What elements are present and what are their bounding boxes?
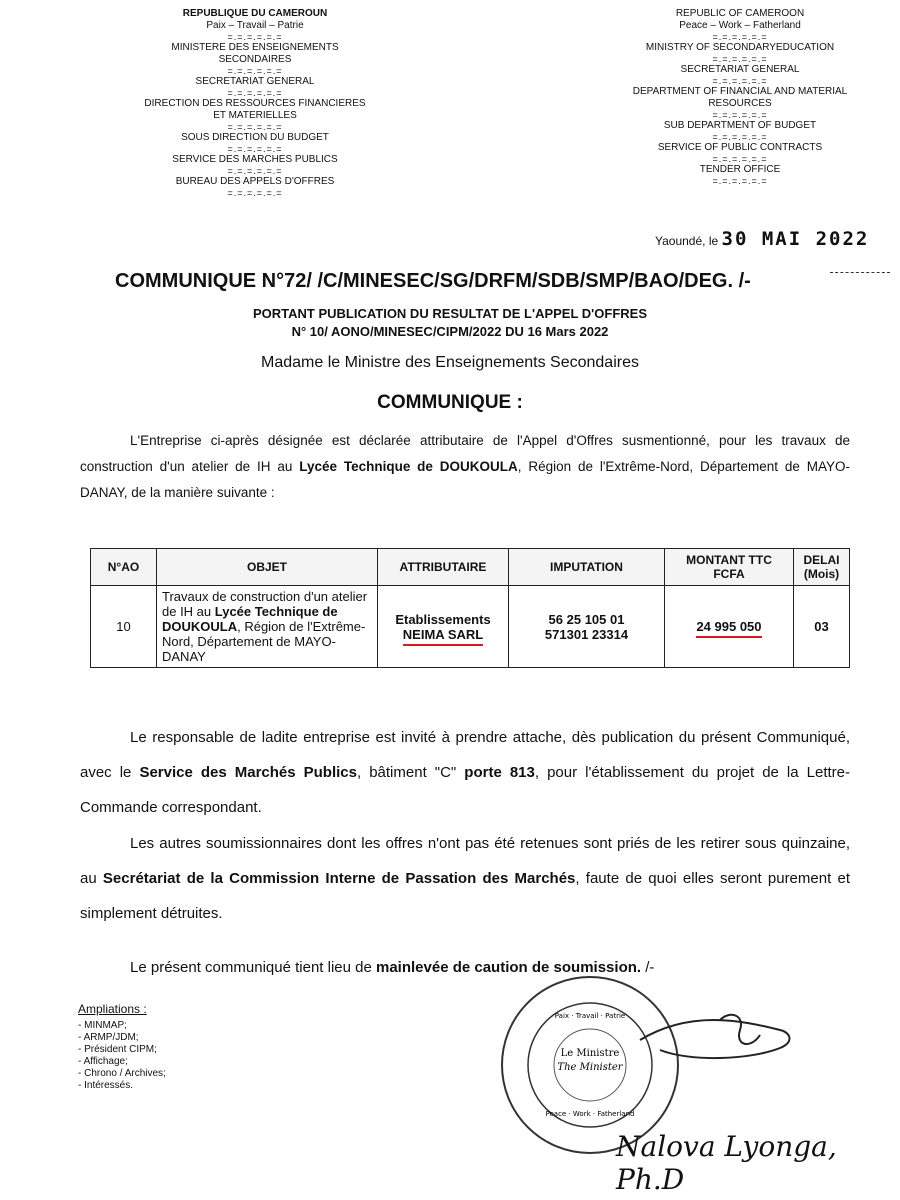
stamp-center-fr: Le Ministre <box>560 1048 620 1059</box>
header-fr-line: Paix – Travail – Patrie <box>206 20 304 31</box>
ampliations-title: Ampliations : <box>78 1002 147 1016</box>
intro-text: , Région de l'Extrême-Nord, Département de MAYO-DANAY, de la manière suivante : <box>80 459 850 500</box>
document-date <box>655 228 869 250</box>
mainlevee-text: mainlevée de caution de soumission. <box>375 959 642 976</box>
date-value: 30 MAI 2022 <box>721 228 870 250</box>
col-header-delai: DELAI (Mois) <box>794 549 850 586</box>
objet-school: Lycée Technique de DOUKOULA <box>162 604 338 634</box>
list-item: - Président CIPM; <box>78 1044 166 1056</box>
header-en-line: Peace – Work – Fatherland <box>679 20 801 31</box>
objet-text: , Région de l'Extrême-Nord, Département de MAYO-DANAY <box>162 619 366 664</box>
col-header-attributaire: ATTRIBUTAIRE <box>378 549 509 586</box>
header-en-line: SECRETARIAT GENERAL <box>680 64 800 75</box>
header-en-line: TENDER OFFICE <box>699 164 781 175</box>
header-fr-line: SOUS DIRECTION DU BUDGET <box>181 132 329 143</box>
service-name: Service des Marchés Publics <box>139 764 357 781</box>
separator: =.=.=.=.=.= <box>712 76 768 86</box>
header-fr-line: DIRECTION DES RESSOURCES FINANCIERES ET MATERIELLES <box>144 98 366 121</box>
ampliations-list <box>78 1020 166 1092</box>
paragraph-other-bidders <box>80 826 850 931</box>
para-text: /- <box>641 959 655 976</box>
cell-montant <box>665 586 794 668</box>
attributaire-company: NEIMA SARL <box>403 627 483 646</box>
header-fr-line: SECRETARIAT GENERAL <box>195 76 315 87</box>
school-name: Lycée Technique de DOUKOULA <box>299 459 518 474</box>
separator: =.=.=.=.=.= <box>227 32 283 42</box>
header-fr-line: SERVICE DES MARCHES PUBLICS <box>172 154 338 165</box>
para-text: , pour l'établissement du projet de la Lettre-Commande correspondant. <box>80 764 850 816</box>
header-en-line: REPUBLIC OF CAMEROON <box>675 8 805 19</box>
col-header-imputation: IMPUTATION <box>509 549 665 586</box>
separator: =.=.=.=.=.= <box>227 122 283 132</box>
signature: Nalova Lyonga, Ph.D <box>616 1130 837 1196</box>
header-fr-line: BUREAU DES APPELS D'OFFRES <box>175 176 335 187</box>
letterhead-fr <box>140 8 370 198</box>
para-text: , bâtiment "C" <box>357 764 465 781</box>
separator: =.=.=.=.=.= <box>712 176 768 186</box>
cell-attributaire <box>378 586 509 668</box>
signature-scribble-icon <box>640 1020 789 1058</box>
table-row <box>91 586 850 668</box>
separator: =.=.=.=.=.= <box>227 88 283 98</box>
separator: =.=.=.=.=.= <box>712 32 768 42</box>
para-text: Le présent communiqué tient lieu de <box>130 959 376 976</box>
cell-ao-number: 10 <box>91 586 157 668</box>
header-en-line: SUB DEPARTMENT OF BUDGET <box>663 120 817 131</box>
imputation-line: 56 25 105 01 <box>548 611 625 627</box>
list-item: - Intéressés. <box>78 1080 166 1092</box>
header-en-line: DEPARTMENT OF FINANCIAL AND MATERIAL RESOURCES <box>632 86 848 109</box>
cell-imputation <box>509 586 665 668</box>
col-header-montant: MONTANT TTC FCFA <box>665 549 794 586</box>
communique-heading: COMMUNIQUE : <box>377 392 523 413</box>
para-text: Les autres soumissionnaires dont les offres n'ont pas été retenues sont priés de les retirer sous quinzaine, au <box>80 835 850 887</box>
list-item: - Affichage; <box>78 1056 166 1068</box>
separator: =.=.=.=.=.= <box>227 66 283 76</box>
separator: =.=.=.=.=.= <box>227 188 283 198</box>
stamp-motto-fr: Paix · Travail · Patrie <box>554 1012 626 1020</box>
header-fr-line: MINISTERE DES ENSEIGNEMENTS SECONDAIRES <box>171 42 339 65</box>
letterhead-en <box>630 8 850 186</box>
intro-text: L'Entreprise ci-après désignée est déclarée attributaire de l'Appel d'Offres susmentionné, pour les travaux de construction d'un atelier de IH au <box>80 433 850 474</box>
intro-paragraph <box>80 428 850 506</box>
montant-value: 24 995 050 <box>696 619 761 638</box>
para-text: , faute de quoi elles seront purement et simplement détruites. <box>80 870 850 922</box>
objet-text: Travaux de construction d'un atelier de IH au <box>162 589 368 619</box>
award-table <box>90 548 850 668</box>
separator: =.=.=.=.=.= <box>712 54 768 64</box>
door-number: porte 813 <box>464 764 535 781</box>
separator: =.=.=.=.=.= <box>712 132 768 142</box>
header-fr-line: REPUBLIQUE DU CAMEROUN <box>182 8 328 19</box>
header-en-line: SERVICE OF PUBLIC CONTRACTS <box>657 142 823 153</box>
secretariat-name: Secrétariat de la Commission Interne de Passation des Marchés <box>102 870 576 887</box>
list-item: - Chrono / Archives; <box>78 1068 166 1080</box>
attributaire-line: Etablissements <box>395 611 491 627</box>
paragraph-contact <box>80 720 850 825</box>
subtitle-line-1: PORTANT PUBLICATION DU RESULTAT DE L'APPEL D'OFFRES <box>252 306 647 321</box>
subtitle-line-2: N° 10/ AONO/MINESEC/CIPM/2022 DU 16 Mars 2022 <box>291 324 609 339</box>
cell-delai: 03 <box>794 586 850 668</box>
stamp-motto-en: Peace · Work · Fatherland <box>545 1110 635 1118</box>
separator: =.=.=.=.=.= <box>712 154 768 164</box>
minister-line: Madame le Ministre des Enseignements Secondaires <box>261 354 639 371</box>
communique-reference: COMMUNIQUE N°72/ /C/MINESEC/SG/DRFM/SDB/SMP/BAO/DEG. /- <box>115 270 751 292</box>
separator: =.=.=.=.=.= <box>227 166 283 176</box>
date-prefix: Yaoundé, le <box>655 234 719 248</box>
imputation-line: 571301 23314 <box>544 626 629 642</box>
col-header-objet: OBJET <box>157 549 378 586</box>
para-text: Le responsable de ladite entreprise est invité à prendre attache, dès publication du présent Communiqué, avec le <box>80 729 850 781</box>
dashed-line <box>830 272 890 273</box>
col-header-ao: N°AO <box>91 549 157 586</box>
list-item: - MINMAP; <box>78 1020 166 1032</box>
separator: =.=.=.=.=.= <box>712 110 768 120</box>
separator: =.=.=.=.=.= <box>227 144 283 154</box>
header-en-line: MINISTRY OF SECONDARYEDUCATION <box>645 42 835 53</box>
list-item: - ARMP/JDM; <box>78 1032 166 1044</box>
stamp-center-en: The Minister <box>557 1062 623 1073</box>
table-header-row <box>91 549 850 586</box>
cell-objet <box>157 586 378 668</box>
